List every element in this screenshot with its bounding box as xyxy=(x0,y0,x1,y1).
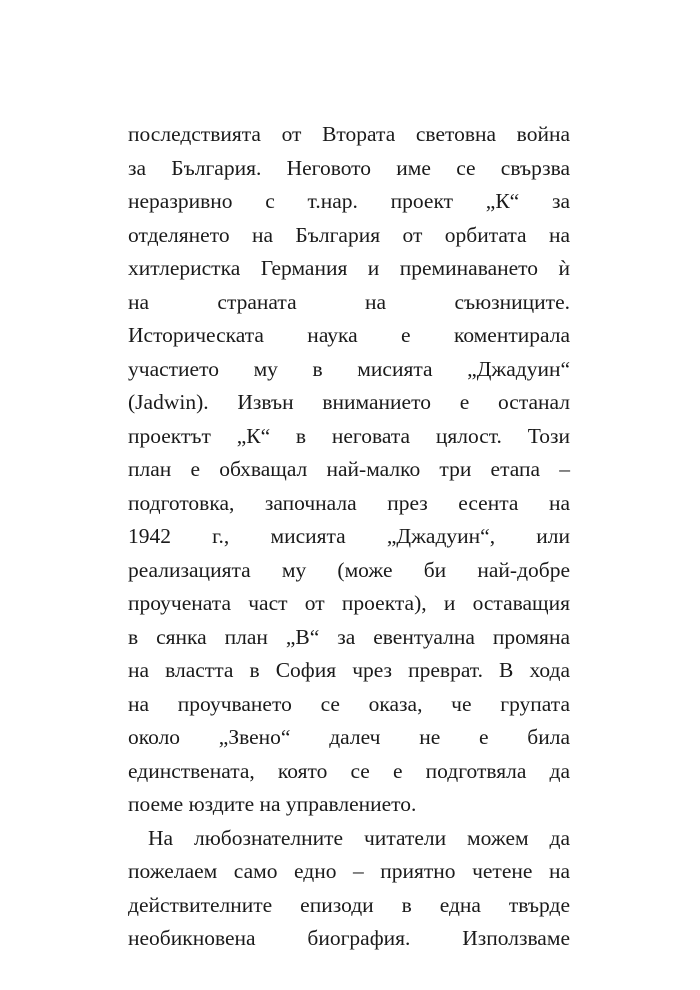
text-line: в сянка план „В“ за евентуална промяна xyxy=(128,624,570,649)
text-line: неразривно с т.нар. проект „К“ за xyxy=(128,189,570,213)
text-line: последствията от Втората световна война xyxy=(128,122,570,146)
text-line: 1942 г., мисията „Джадуин“, или xyxy=(128,524,570,548)
body-text xyxy=(128,118,570,956)
text-line: на проучването се оказа, че групата xyxy=(128,691,570,716)
text-line: пожелаем само едно – приятно четене на xyxy=(128,859,570,883)
text-line: проектът „К“ в неговата цялост. Този xyxy=(128,423,570,448)
text-line: (Jadwin). Извън вниманието е останал xyxy=(128,390,570,414)
text-line: единствената, която се е подготвяла да xyxy=(128,758,570,783)
text-line: за България. Неговото име се свързва xyxy=(128,155,570,180)
paragraph xyxy=(128,118,570,822)
text-line: реализацията му (може би най-добре xyxy=(128,557,570,582)
text-line: Историческата наука е коментирала xyxy=(128,323,570,347)
text-line: отделянето на България от орбитата на xyxy=(128,222,570,247)
text-line: план е обхващал най-малко три етапа – xyxy=(128,457,570,481)
text-line: участието му в мисията „Джадуин“ xyxy=(128,356,570,381)
text-line: на властта в София чрез преврат. В хода xyxy=(128,658,570,682)
text-line: на страната на съюзниците. xyxy=(128,289,570,314)
text-line: действителните епизоди в една твърде xyxy=(128,892,570,917)
text-line: около „Звено“ далеч не е била xyxy=(128,725,570,749)
text-line: необикновена биография. Използваме xyxy=(128,926,570,950)
text-line: проучената част от проекта), и оставащия xyxy=(128,591,570,615)
text-line: подготовка, започнала през есента на xyxy=(128,490,570,515)
text-line: хитлеристка Германия и преминаването ѝ xyxy=(128,256,570,280)
paragraph xyxy=(128,822,570,956)
text-line: поеме юздите на управлението. xyxy=(128,792,417,816)
text-line: На любознателните читатели можем да xyxy=(148,825,570,850)
